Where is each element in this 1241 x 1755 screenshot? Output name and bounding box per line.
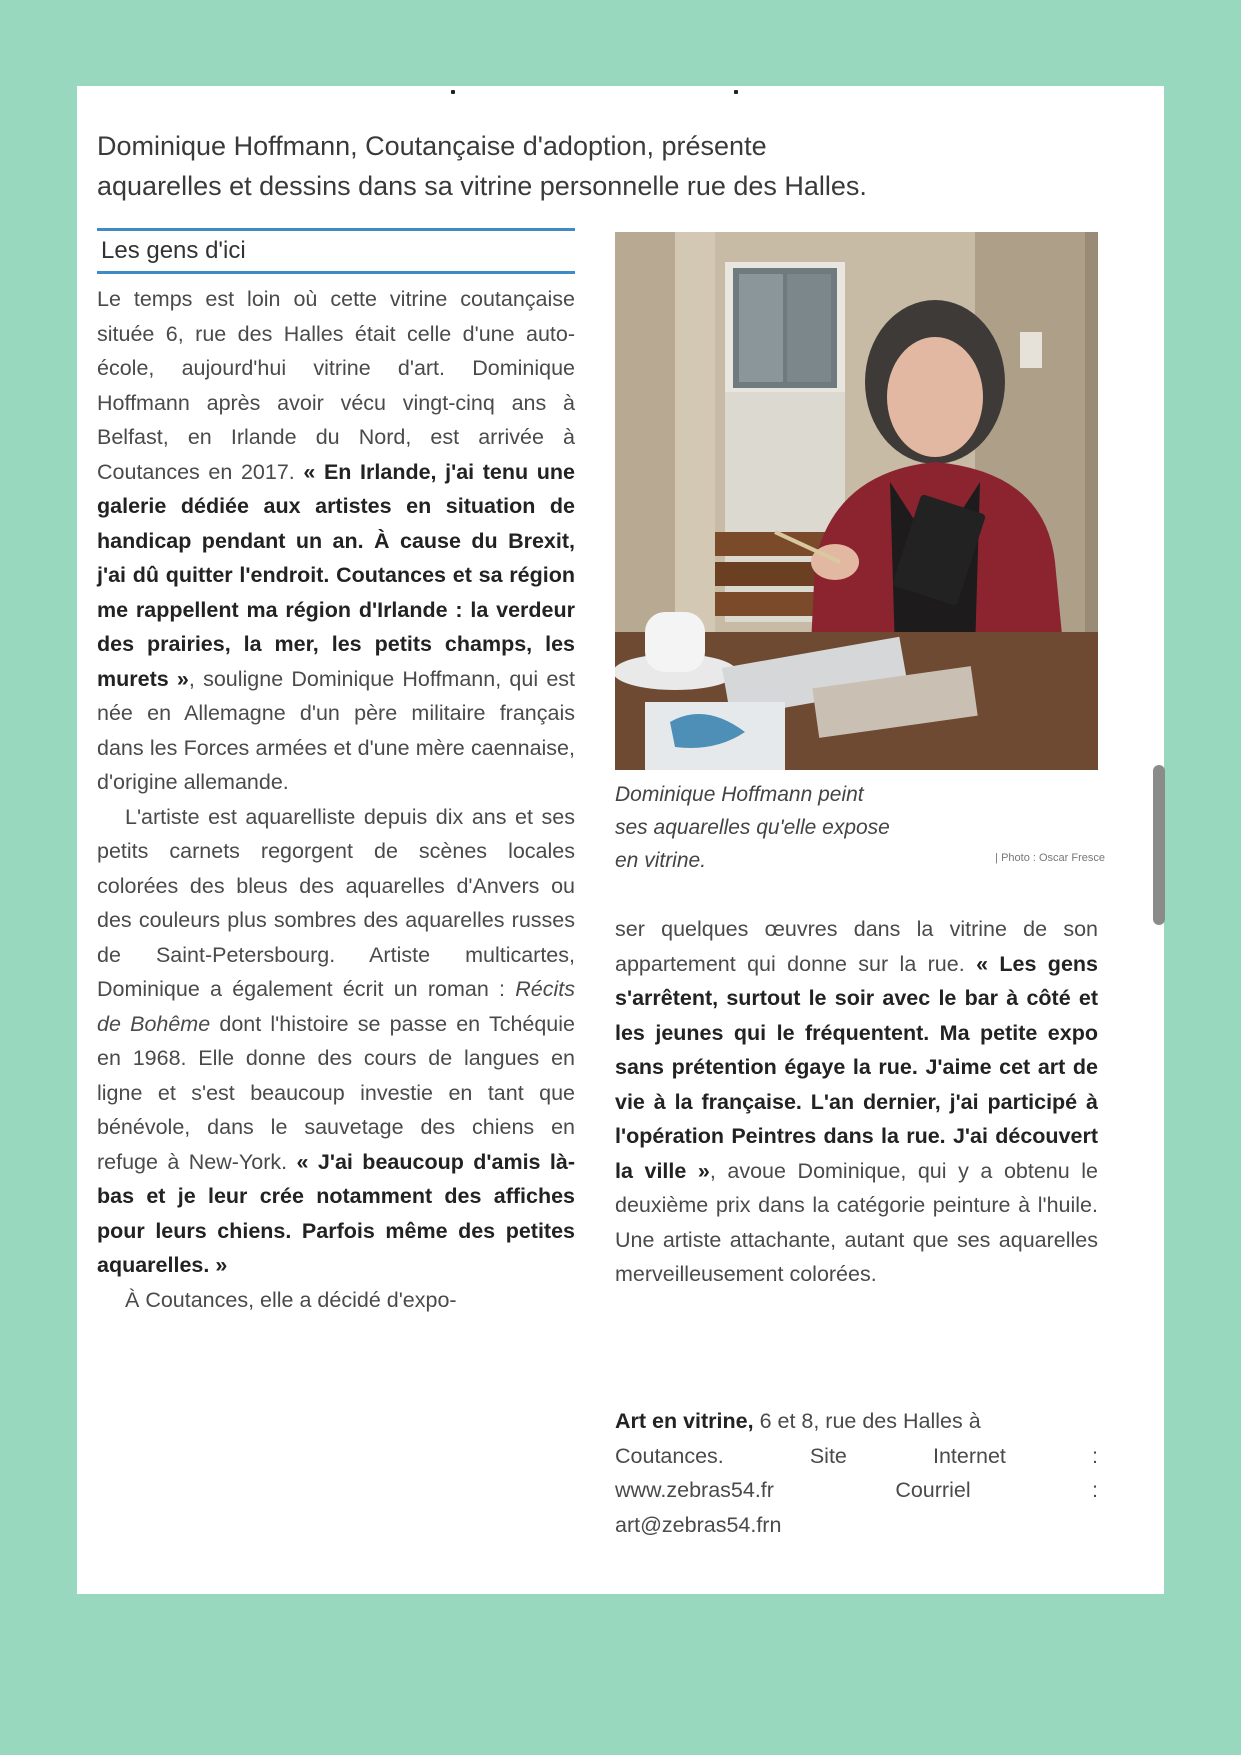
col2-paragraph-1 (615, 912, 1098, 1292)
quote-run: « J'ai beaucoup d'amis là-bas et je leur crée notamment des affiches pour leurs chiens. Parfois même des petites aquarelles. » (97, 1149, 576, 1277)
top-edge-marks (77, 86, 1164, 100)
scrollbar-handle[interactable] (1153, 765, 1165, 925)
photo-illustration (615, 232, 1098, 770)
text-run: ser quelques œuvres dans la vitrine de son appartement qui donne sur la rue. (615, 917, 1098, 976)
contact-line-3 (615, 1473, 1098, 1508)
photo-caption (615, 778, 1105, 877)
text-run: Le temps est loin où cette vitrine coutançaise située 6, rue des Halles était celle d'une auto-école, aujourd'hui vitrine d'art. Dominique Hoffmann après avoir vécu vingt-cinq ans à Belfast, en Irlande du Nord, est arrivée à Coutances en 2017. (97, 287, 575, 484)
quote-run: « Les gens s'arrêtent, surtout le soir avec le bar à côté et les jeunes qui le fréquentent. Ma petite expo sans prétention égaye la rue. J'aime cet art de vie à la française. L'an dernier, j'ai participé à l'opération Peintres dans la rue. J'ai découvert la ville » (615, 951, 1098, 1183)
contact-word: : (1092, 1478, 1098, 1502)
headline-line-2: aquarelles et dessins dans sa vitrine personnelle rue des Halles. (97, 171, 867, 201)
contact-line-2 (615, 1439, 1098, 1474)
contact-word: : (1091, 1443, 1098, 1468)
contact-title: Art en vitrine, (615, 1409, 754, 1433)
contact-address: 6 et 8, rue des Halles à (753, 1409, 981, 1433)
text-run: L'artiste est aquarelliste depuis dix ans et ses petits carnets regorgent de scènes locales colorées des bleus des aquarelles d'Anvers ou des couleurs plus sombres des aquarelles russes de Saint-Petersbourg. Artiste multicartes, Dominique a également écrit un roman : (97, 804, 575, 1001)
article-column-1 (97, 282, 575, 1317)
caption-line-3: en vitrine. (615, 849, 707, 872)
caption-line-2: ses aquarelles qu'elle expose (615, 816, 890, 839)
article-column-2 (615, 912, 1098, 1292)
book-title: Récits de Bohême (97, 977, 575, 1036)
text-run: dont l'histoire se passe en Tchéquie en 1968. Elle donne des cours de langues en ligne et s'est beaucoup investie en tant que bénévole, dans le sauvetage des chiens en refuge à New-York. (97, 1011, 576, 1174)
article-headline (97, 126, 1137, 206)
text-run: , avoue Dominique, qui y a obtenu le deuxième prix dans la catégorie peinture à l'huile. Une artiste attachante, autant que ses aquarelles merveilleusement colorées. (615, 1158, 1098, 1286)
col1-paragraph-3: À Coutances, elle a décidé d'expo- (125, 1287, 457, 1312)
headline-line-1: Dominique Hoffmann, Coutançaise d'adoption, présente (97, 131, 767, 161)
photo-credit: | Photo : Oscar Fresce (995, 852, 1105, 864)
contact-word: Site (809, 1443, 847, 1468)
contact-word: Courriel (895, 1478, 971, 1502)
text-run: , souligne Dominique Hoffmann, qui est née en Allemagne d'un père militaire français dans les Forces armées et d'une mère caennaise, d'origine allemande. (97, 666, 575, 794)
website-link[interactable]: www.zebras54.fr (615, 1478, 774, 1502)
section-label: Les gens d'ici (101, 237, 246, 264)
col1-paragraph-1 (97, 282, 575, 800)
section-label-box (97, 228, 575, 274)
caption-line-1: Dominique Hoffmann peint (615, 783, 864, 806)
article-photo (615, 232, 1098, 770)
quote-run: « En Irlande, j'ai tenu une galerie dédiée aux artistes en situation de handicap pendant un an. À cause du Brexit, j'ai dû quitter l'endroit. Coutances et sa région me rappellent ma région d'Irlande : la verdeur des prairies, la mer, les petits champs, les murets » (97, 459, 575, 691)
contact-info (615, 1404, 1098, 1542)
contact-line-1 (615, 1404, 1098, 1439)
article-page (77, 86, 1164, 1594)
contact-word: Internet (932, 1443, 1006, 1468)
contact-word: Coutances. (615, 1443, 724, 1468)
contact-email[interactable]: art@zebras54.frn (615, 1512, 782, 1537)
col1-paragraph-2 (97, 800, 575, 1283)
